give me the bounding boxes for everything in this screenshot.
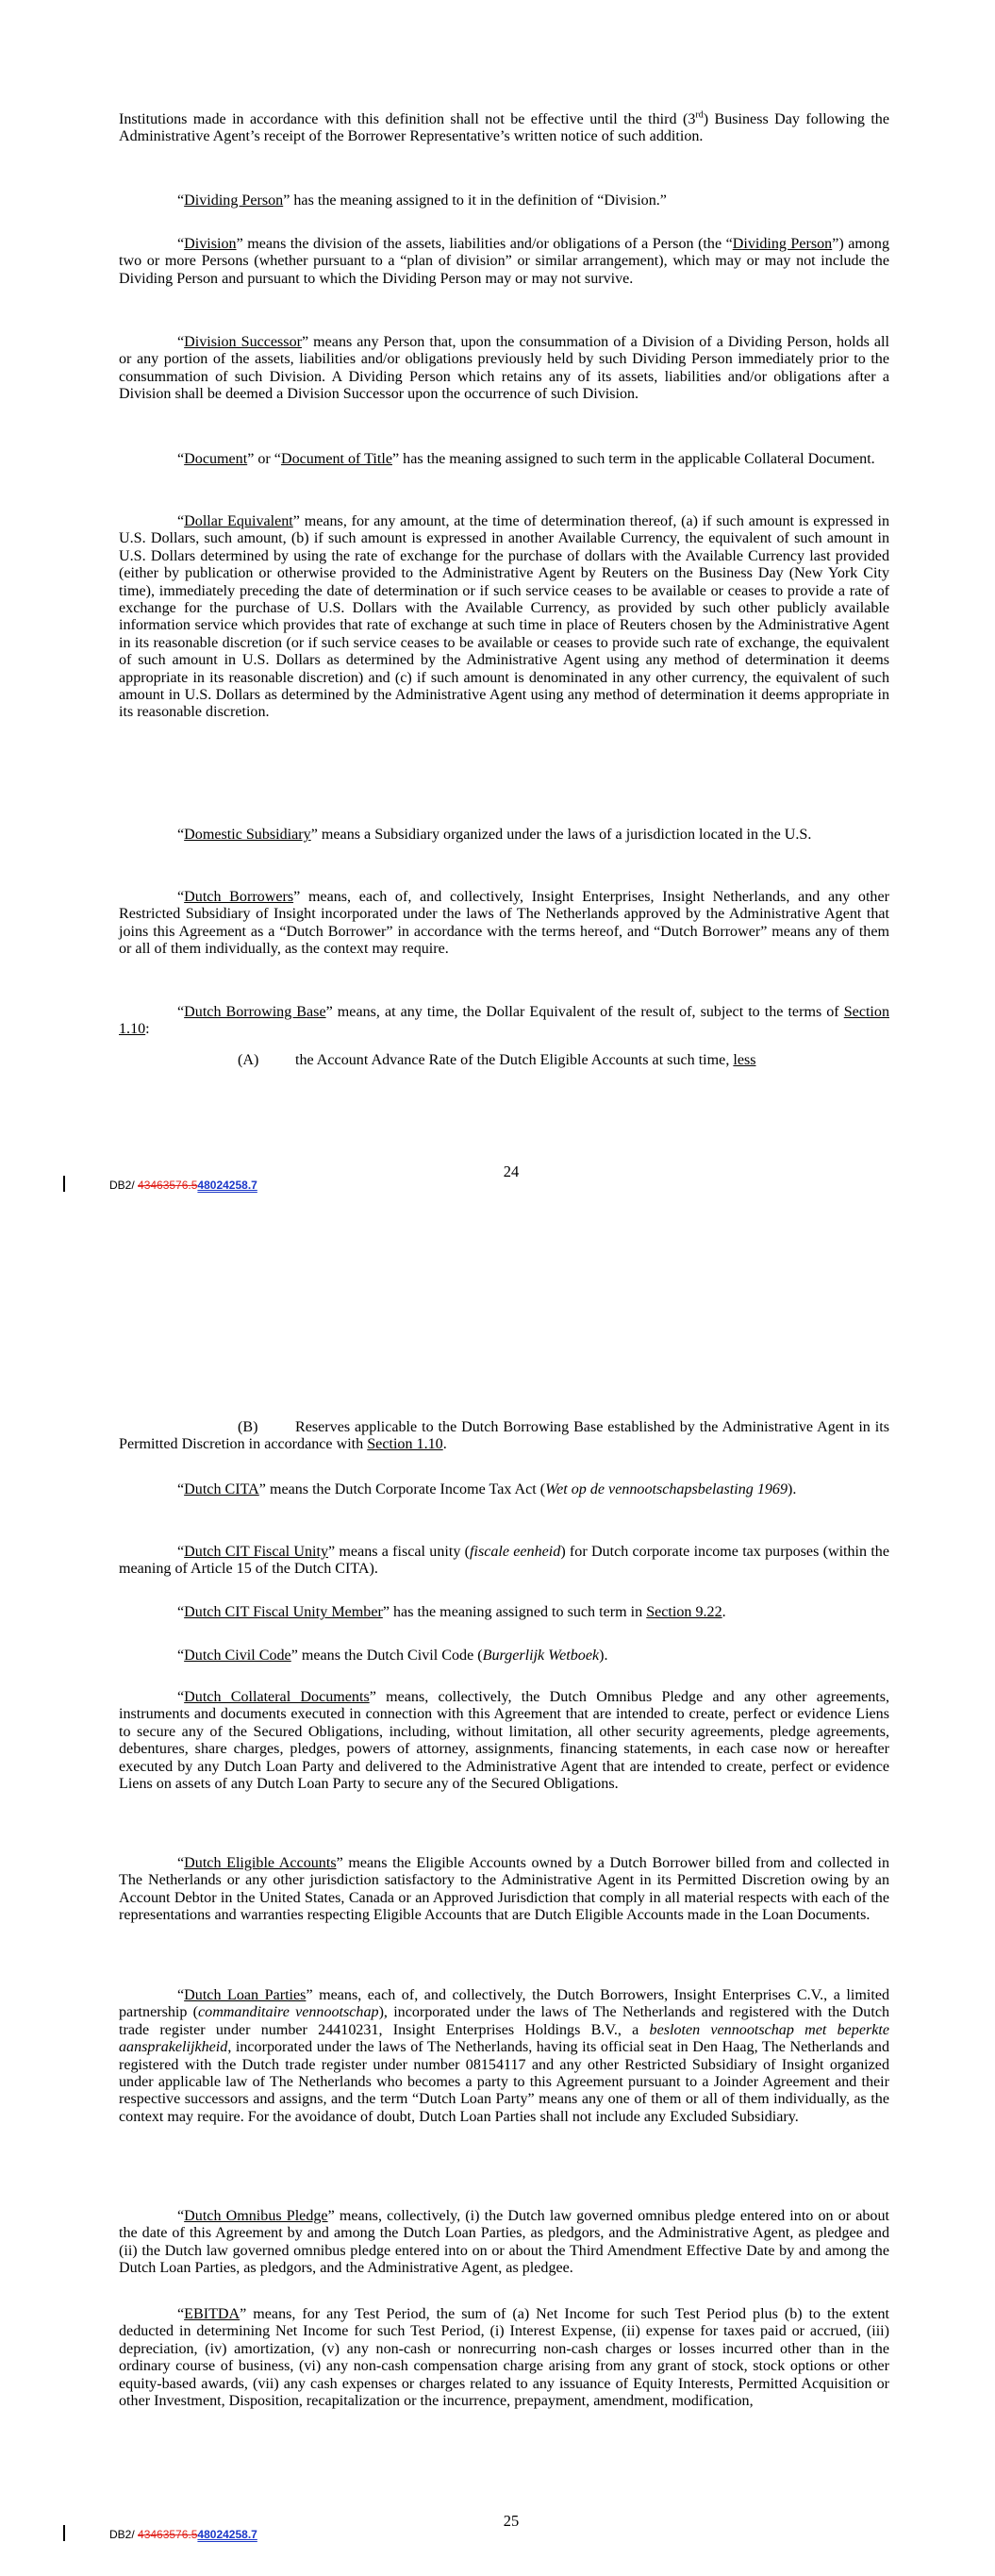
defined-term: Dividing Person [184,192,284,209]
defined-term: Dutch Borrowers [184,889,294,905]
section-reference: Section 1.10 [367,1436,443,1453]
defined-term: Document of Title [280,451,392,467]
inserted-doc-id: 48024258.7 [197,2528,257,2541]
page-25 [0,1302,995,2576]
document-id-footer: DB2/ 43463576.548024258.7 [109,1179,257,1192]
defined-term: Dutch CIT Fiscal Unity [184,1544,328,1560]
defined-term: Domestic Subsidiary [184,827,311,843]
defined-term: Document [184,451,248,467]
deleted-doc-id: 43463576.5 [138,1179,198,1192]
definition-dutch-collateral-documents: “Dutch Collateral Documents” means, collectively, the Dutch Omnibus Pledge and any other agreements, instruments and documents executed in connection with this Agreement that are intended to create, perfect or evidence Liens to secure any of the Secured Obligations, including, without limitation, all other security agreements, pledge agreements, debentures, share charges, pledges, powers of attorney, assignments, financing statements, in each case now or hereafter executed by any Dutch Loan Party and delivered to the Administrative Agent that are intended to create, perfect or evidence Liens on assets of any Dutch Loan Party to secure any of the Secured Obligations. [119,1689,890,1793]
definition-dutch-borrowers: “Dutch Borrowers” means, each of, and collectively, Insight Enterprises, Insight Netherlands, and any other Restricted Subsidiary of Insight incorporated under the laws of The Netherlands approved by the Administrative Agent that joins this Agreement as a “Dutch Borrower” in accordance with the terms hereof, and “Dutch Borrower” means any of them or all of them individually, as the context may require. [119,889,889,958]
defined-term: Dividing Person [732,236,833,252]
item-a-text: the Account Advance Rate of the Dutch Eligible Accounts at such time, less [295,1052,756,1068]
definition-dutch-civil-code: “Dutch Civil Code” means the Dutch Civil Code (Burgerlijk Wetboek). [177,1648,608,1664]
definition-domestic-subsidiary: “Domestic Subsidiary” means a Subsidiary organized under the laws of a jurisdiction located in the U.S. [177,827,812,843]
defined-term: EBITDA [184,2306,240,2322]
definition-dividing-person: “Dividing Person” has the meaning assigned to it in the definition of “Division.” [177,192,667,209]
defined-term: Dutch Omnibus Pledge [184,2208,328,2224]
section-reference: Section 9.22 [646,1604,722,1620]
definition-dutch-cit-fiscal-unity: “Dutch CIT Fiscal Unity” means a fiscal unity (fiscale eenheid) for Dutch corporate income tax purposes (within the meaning of Article 15 of the Dutch CITA). [119,1544,889,1578]
section-reference: Section 1.10 [119,1004,889,1038]
defined-term: Dollar Equivalent [184,513,293,529]
defined-term: Dutch Eligible Accounts [184,1855,337,1871]
defined-term: Division [184,236,237,252]
inserted-doc-id: 48024258.7 [197,1179,257,1192]
definition-dutch-eligible-accounts: “Dutch Eligible Accounts” means the Eligible Accounts owned by a Dutch Borrower billed from and collected in The Netherlands or any other jurisdiction satisfactory to the Administrative Agent in its Permitted Discretion owing by an Account Debtor in the United States, Canada or an Approved Jurisdiction that comply in all material respects with each of the representations and warranties respecting Eligible Accounts that are Dutch Eligible Accounts made in the Loan Documents. [119,1855,889,1924]
defined-term: Division Successor [184,334,302,350]
definition-division-successor: “Division Successor” means any Person that, upon the consummation of a Division of a Dividing Person, holds all or any portion of the assets, liabilities and/or obligations previously held by such Dividing Person immediately prior to the consummation of such Division. A Dividing Person which retains any of its assets, liabilities and/or obligations after a Division shall be deemed a Division Successor upon the occurrence of such Division. [119,334,889,403]
definition-document: “Document” or “Document of Title” has the meaning assigned to such term in the applicable Collateral Document. [177,451,875,467]
document-id-footer: DB2/ 43463576.548024258.7 [109,2528,257,2541]
defined-term: Dutch CITA [184,1481,259,1497]
definition-dutch-cita: “Dutch CITA” means the Dutch Corporate Income Tax Act (Wet op de vennootschapsbelasting 1969). [177,1481,797,1497]
item-b-label: (B) [238,1419,258,1435]
defined-term: Dutch Civil Code [184,1648,291,1664]
revision-bar [63,1176,65,1192]
defined-term: Dutch Loan Parties [184,1987,307,2003]
defined-term: Dutch Borrowing Base [184,1004,326,1020]
defined-term: Dutch Collateral Documents [184,1689,370,1705]
item-a-label: (A) [238,1052,259,1068]
item-b-text: Reserves applicable to the Dutch Borrowing Base established by the Administrative Agent in its Permitted Discretion in accordance with Section 1.10. [119,1419,889,1453]
definition-division: “Division” means the division of the assets, liabilities and/or obligations of a Person (the “Dividing Person”) among two or more Persons (whether pursuant to a “plan of division” or similar arrangement), which may or may not include the Dividing Person and pursuant to which the Dividing Person may or may not survive. [119,236,890,287]
page-number: 24 [503,1163,520,1180]
revision-bar [63,2525,65,2541]
definition-dollar-equivalent: “Dollar Equivalent” means, for any amount, at the time of determination thereof, (a) if such amount is expressed in U.S. Dollars, such amount, (b) if such amount is expressed in another Available Currency, the equivalent of such amount in U.S. Dollars determined by using the rate of exchange for the purchase of dollars with the Available Currency last provided (either by publication or otherwise provided to the Administrative Agent by Reuters on the Business Day (New York City time), immediately preceding the date of determination or if such service ceases to be available or ceases to provide a rate of exchange for the purchase of U.S. Dollars with the Available Currency, as provided by such other publicly available information service which provides that rate of exchange at such time in place of Reuters chosen by the Administrative Agent in its reasonable discretion (or if such service ceases to be available or ceases to provide such rate of exchange, the equivalent of such amount in U.S. Dollars as determined by the Administrative Agent using any method of determination it deems appropriate in its reasonable discretion) and (c) if such amount is denominated in any other currency, the equivalent of such amount in U.S. Dollars as determined by the Administrative Agent using any method of determination it deems appropriate in its reasonable discretion. [119,513,890,721]
page-number: 25 [503,2512,520,2530]
paragraph-institutions: Institutions made in accordance with this definition shall not be effective until the third (3rd) Business Day following the Administrative Agent’s receipt of the Borrower Representative’s written notice of such addition. [119,109,889,145]
definition-dutch-borrowing-base: “Dutch Borrowing Base” means, at any time, the Dollar Equivalent of the result of, subject to the terms of Section 1.10: [119,1004,889,1038]
definition-dutch-omnibus-pledge: “Dutch Omnibus Pledge” means, collectively, (i) the Dutch law governed omnibus pledge entered into on or about the date of this Agreement by and among the Dutch Loan Parties, as pledgors, and the Administrative Agent, as pledgee and (ii) the Dutch law governed omnibus pledge entered into on or about the Third Amendment Effective Date by and among the Dutch Loan Parties, as pledgors, and the Administrative Agent, as pledgee. [119,2208,889,2277]
definition-dutch-loan-parties: “Dutch Loan Parties” means, each of, and collectively, the Dutch Borrowers, Insight Enterprises C.V., a limited partnership (commanditaire vennootschap), incorporated under the laws of The Netherlands and registered with the Dutch trade register under number 24410231, Insight Enterprises Holdings B.V., a besloten vennootschap met beperkte aansprakelijkheid, incorporated under the laws of The Netherlands, having its official seat in Den Haag, The Netherlands and registered with the Dutch trade register under number 08154117 and any other Restricted Subsidiary of Insight organized under applicable law of The Netherlands who becomes a party to this Agreement pursuant to a Joinder Agreement and their respective successors and assigns, and the term “Dutch Loan Party” means any one of them or all of them individually, as the context may require. For the avoidance of doubt, Dutch Loan Parties shall not include any Excluded Subsidiary. [119,1987,890,2125]
deleted-doc-id: 43463576.5 [138,2528,198,2541]
definition-dutch-cit-fiscal-unity-member: “Dutch CIT Fiscal Unity Member” has the meaning assigned to such term in Section 9.22. [177,1604,726,1620]
defined-term: Dutch CIT Fiscal Unity Member [184,1604,383,1620]
definition-ebitda: “EBITDA” means, for any Test Period, the sum of (a) Net Income for such Test Period plus (b) to the extent deducted in determining Net Income for such Test Period, (i) Interest Expense, (ii) expense for taxes paid or accrued, (iii) depreciation, (iv) amortization, (v) any non-cash or nonrecurring non-cash charges or losses incurred other than in the ordinary course of business, (vi) any non-cash compensation charge arising from any grant of stock, stock options or other equity-based awards, (vii) any cash expenses or charges related to any issuance of Equity Interests, Permitted Acquisition or other Investment, Disposition, recapitalization or the incurrence, prepayment, amendment, modification, [119,2306,889,2410]
